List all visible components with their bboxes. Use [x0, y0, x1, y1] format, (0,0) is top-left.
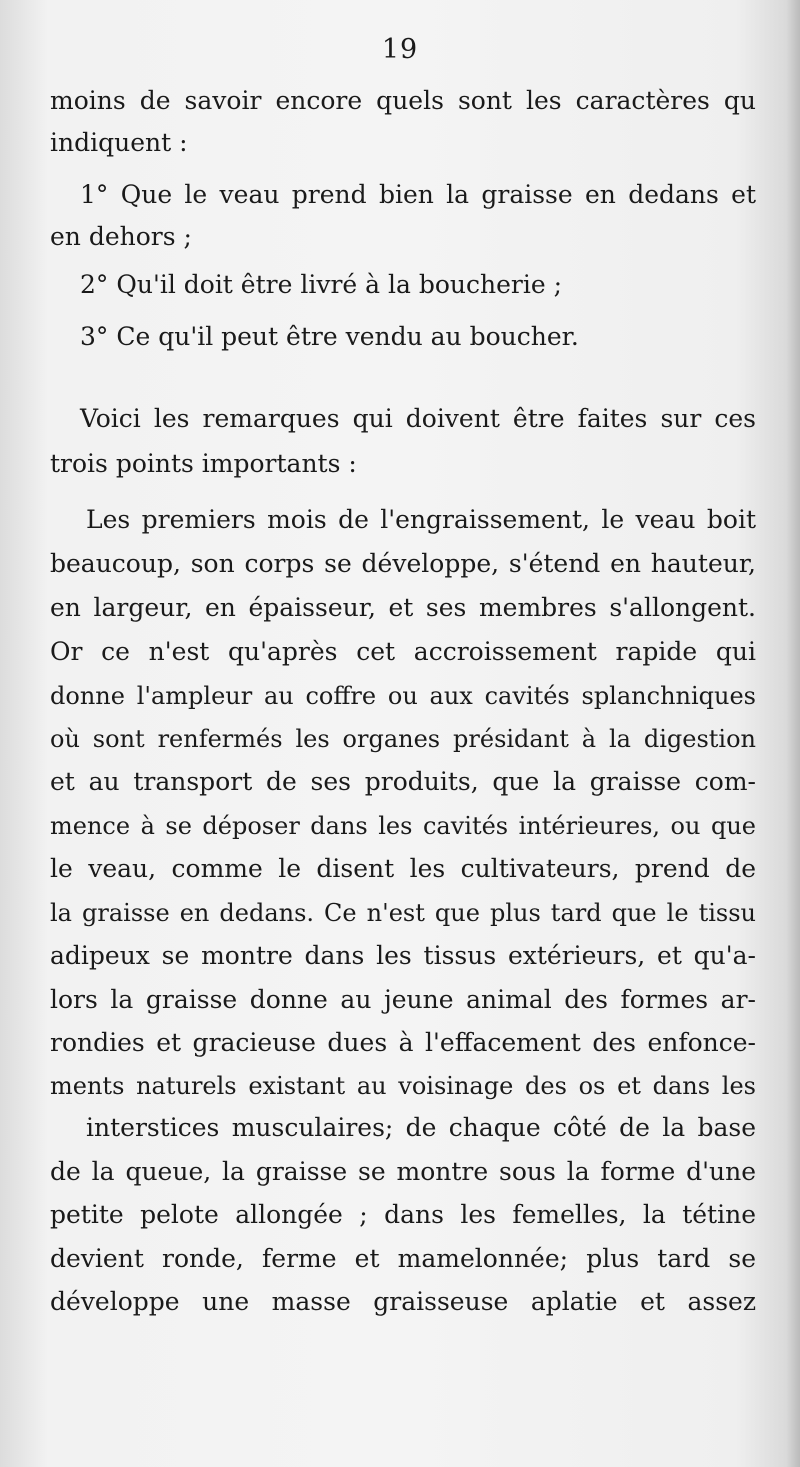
list-item-1: 1° Que le veau prend bien la graisse en dedans et [80, 180, 756, 209]
text-line: en dehors ; [50, 222, 192, 251]
text-line: Or ce n'est qu'après cet accroissement rapide qui [50, 637, 756, 666]
text-line: devient ronde, ferme et mamelonnée; plus tard se [50, 1244, 756, 1273]
text-line: rondies et gracieuse dues à l'effacement des enfonce- [50, 1028, 756, 1057]
page-edge-shadow [786, 0, 800, 1467]
paragraph-start: Voici les remarques qui doivent être faites sur ces [80, 404, 756, 433]
text-line: ments naturels existant au voisinage des os et dans les [50, 1072, 756, 1100]
text-line: lors la graisse donne au jeune animal des formes ar- [50, 985, 756, 1014]
text-line: indiquent : [50, 128, 188, 157]
page-number: 19 [381, 34, 419, 65]
text-line: le veau, comme le disent les cultivateurs, prend de [50, 854, 756, 883]
text-line: interstices musculaires; de chaque côté de la base [86, 1113, 756, 1142]
text-line: donne l'ampleur au coffre ou aux cavités splanchniques [50, 682, 756, 710]
text-line: en largeur, en épaisseur, et ses membres s'allongent. [50, 593, 756, 622]
text-line: mence à se déposer dans les cavités intérieures, ou que [50, 812, 756, 840]
text-line: beaucoup, son corps se développe, s'étend en hauteur, [50, 549, 756, 578]
text-line: développe une masse graisseuse aplatie et assez [50, 1287, 756, 1316]
list-item-3: 3° Ce qu'il peut être vendu au boucher. [80, 322, 579, 351]
text-line: où sont renfermés les organes présidant à la digestion [50, 725, 756, 753]
list-item-2: 2° Qu'il doit être livré à la boucherie ; [80, 270, 563, 299]
paragraph-start: Les premiers mois de l'engraissement, le veau boit [86, 505, 756, 534]
text-line: la graisse en dedans. Ce n'est que plus tard que le tissu [50, 899, 756, 927]
text-line: et au transport de ses produits, que la graisse com- [50, 767, 756, 796]
text-line: de la queue, la graisse se montre sous la forme d'une [50, 1157, 756, 1186]
text-line: trois points importants : [50, 449, 357, 478]
text-line: petite pelote allongée ; dans les femelles, la tétine [50, 1200, 756, 1229]
text-line: moins de savoir encore quels sont les caractères qu [50, 86, 756, 115]
text-line: adipeux se montre dans les tissus extérieurs, et qu'a- [50, 941, 756, 970]
